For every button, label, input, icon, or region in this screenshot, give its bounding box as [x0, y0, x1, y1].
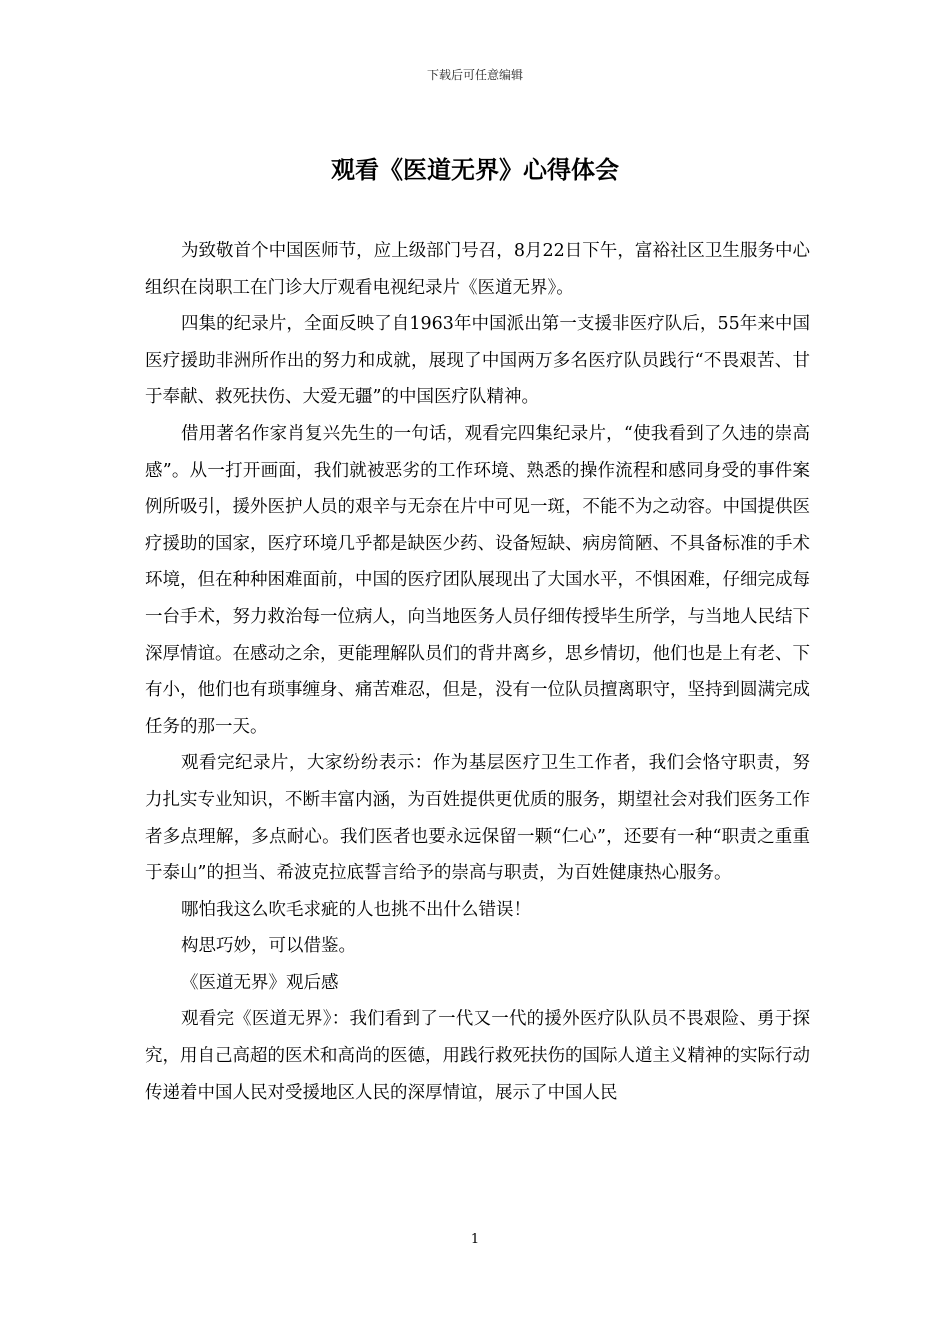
document-body — [145, 233, 810, 1111]
document-title: 观看《医道无界》心得体会 — [331, 155, 619, 184]
paragraph: 观看完纪录片，大家纷纷表示：作为基层医疗卫生工作者，我们会恪守职责，努力扎实专业知识，不断丰富内涵，为百姓提供更优质的服务，期望社会对我们医务工作者多点理解，多点耐心。我们医者也要永远保留一颗“仁心”，还要有一种“职责之重重于泰山”的担当、希波克拉底誓言给予的崇高与职责，为百姓健康热心服务。 — [145, 753, 810, 884]
paragraph: 四集的纪录片，全面反映了自1963年中国派出第一支援非医疗队后，55年来中国医疗援助非洲所作出的努力和成就，展现了中国两万多名医疗队员践行“不畏艰苦、甘于奉献、救死扶伤、大爱无疆”的中国医疗队精神。 — [145, 314, 810, 408]
paragraph: 《医道无界》观后感 — [181, 972, 339, 993]
paragraph: 观看完《医道无界》：我们看到了一代又一代的援外医疗队队员不畏艰险、勇于探究，用自己高超的医术和高尚的医德，用践行救死扶伤的国际人道主义精神的实际行动传递着中国人民对受援地区人民的深厚情谊，展示了中国人民 — [145, 1009, 810, 1103]
paragraph: 为致敬首个中国医师节，应上级部门号召，8月22日下午，富裕社区卫生服务中心组织在岗职工在门诊大厅观看电视纪录片《医道无界》。 — [145, 241, 810, 298]
paragraph: 借用著名作家肖复兴先生的一句话，观看完四集纪录片，“使我看到了久违的崇高感”。从一打开画面，我们就被恶劣的工作环境、熟悉的操作流程和感同身受的事件案例所吸引，援外医护人员的艰辛与无奈在片中可见一斑，不能不为之动容。中国提供医疗援助的国家，医疗环境几乎都是缺医少药、设备短缺、病房简陋、不具备标准的手术环境，但在种种困难面前，中国的医疗团队展现出了大国水平，不惧困难，仔细完成每一台手术，努力救治每一位病人，向当地医务人员仔细传授毕生所学，与当地人民结下深厚情谊。在感动之余，更能理解队员们的背井离乡，思乡情切，他们也是上有老、下有小，他们也有琐事缠身、痛苦难忍，但是，没有一位队员擅离职守，坚持到圆满完成任务的那一天。 — [145, 423, 810, 737]
page-number: 1 — [470, 1232, 480, 1247]
page-header: 下载后可任意编辑 — [426, 68, 523, 82]
paragraph: 哪怕我这么吹毛求疵的人也挑不出什么错误！ — [181, 899, 531, 920]
paragraph: 构思巧妙，可以借鉴。 — [181, 936, 356, 957]
